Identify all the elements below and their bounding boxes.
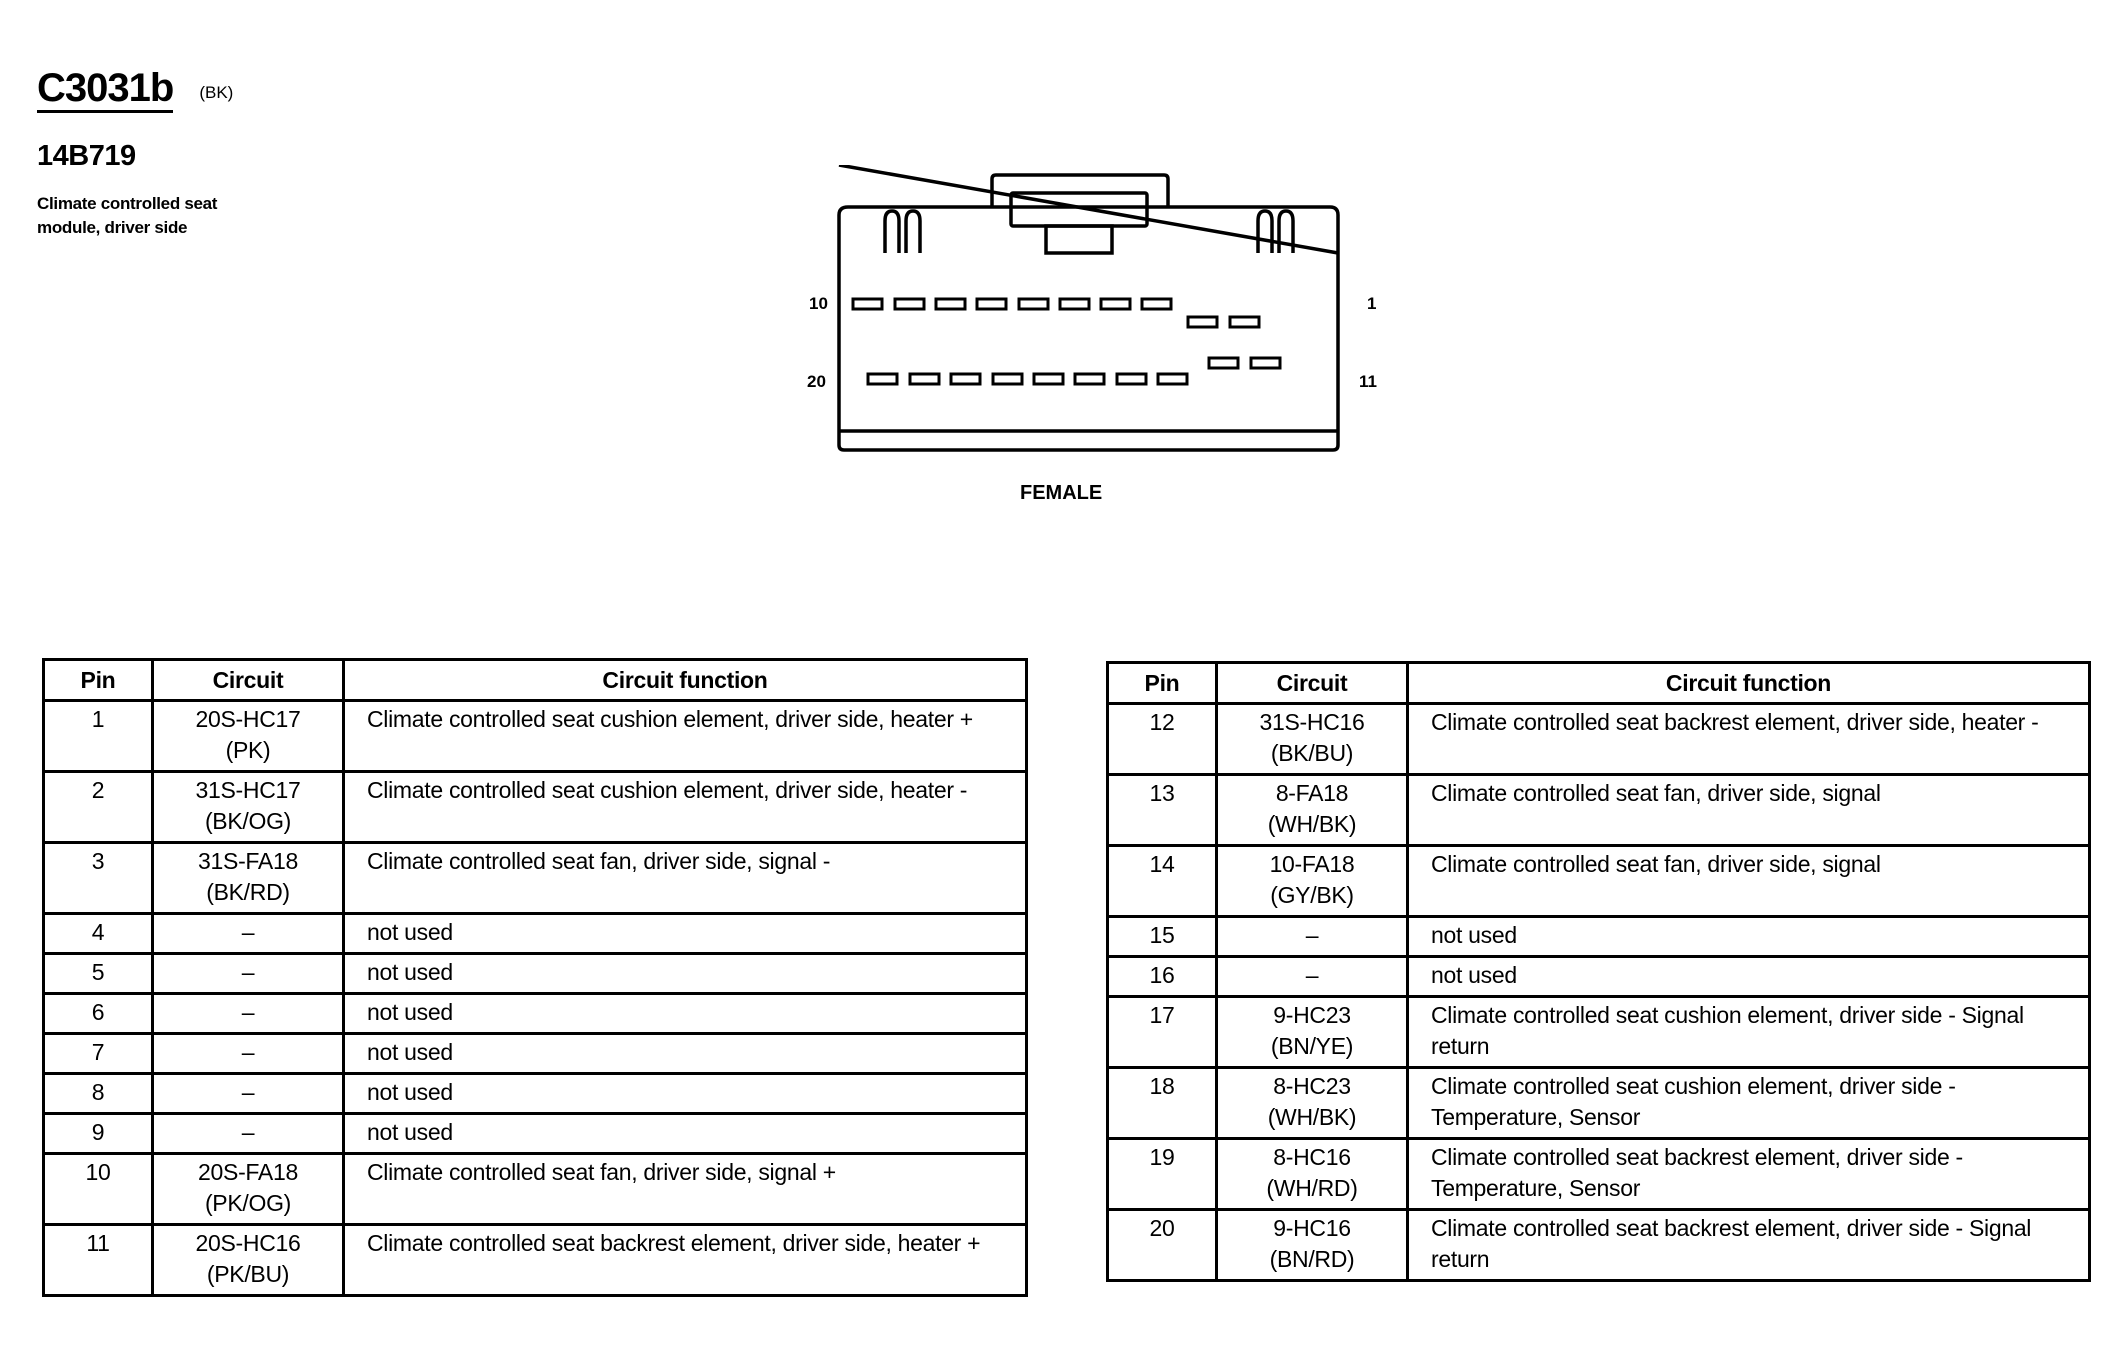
circuit-cell <box>153 914 344 954</box>
function-column-header: Circuit function <box>344 660 1027 701</box>
circuit-code: – <box>241 1119 255 1145</box>
circuit-function-cell: Climate controlled seat cushion element, driver side - Temperature, Sensor <box>1408 1068 2090 1139</box>
wire-color: (BK/OG) <box>204 808 292 834</box>
circuit-cell <box>153 843 344 914</box>
pin-number-cell: 4 <box>44 914 153 954</box>
circuit-function-cell: Climate controlled seat fan, driver side, signal + <box>344 1154 1027 1225</box>
circuit-code: – <box>241 999 255 1025</box>
circuit-cell <box>153 1114 344 1154</box>
table-row <box>44 994 1027 1034</box>
circuit-function-cell: not used <box>344 1074 1027 1114</box>
circuit-code: 10-FA18 <box>1269 851 1355 877</box>
wire-color: (BN/YE) <box>1270 1033 1354 1059</box>
pin-number-cell: 7 <box>44 1034 153 1074</box>
table-row <box>44 701 1027 772</box>
table-row <box>44 914 1027 954</box>
circuit-function-cell: Climate controlled seat cushion element, driver side, heater + <box>344 701 1027 772</box>
circuit-cell <box>1217 1068 1408 1139</box>
circuit-code: 20S-HC17 <box>195 706 301 732</box>
table-row <box>1108 704 2090 775</box>
connector-color: (BK) <box>199 83 234 102</box>
pinout-table-right <box>1106 661 2091 1282</box>
table-row <box>1108 957 2090 997</box>
circuit-function-cell: Climate controlled seat cushion element, driver side - Signal return <box>1408 997 2090 1068</box>
circuit-function-cell: Climate controlled seat fan, driver side, signal <box>1408 846 2090 917</box>
function-column-header: Circuit function <box>1408 663 2090 704</box>
table-header-row <box>44 660 1027 701</box>
circuit-column-header: Circuit <box>153 660 344 701</box>
pin-number-cell: 13 <box>1108 775 1217 846</box>
pin-number-cell: 16 <box>1108 957 1217 997</box>
table-row <box>44 1034 1027 1074</box>
wire-color: (BK/BU) <box>1270 740 1354 766</box>
wire-color: (GY/BK) <box>1270 882 1354 908</box>
circuit-cell <box>1217 917 1408 957</box>
pin-number-cell: 11 <box>44 1225 153 1296</box>
wire-color: (BN/RD) <box>1269 1246 1355 1272</box>
circuit-code: 31S-HC16 <box>1259 709 1365 735</box>
circuit-function-cell: not used <box>344 994 1027 1034</box>
circuit-cell <box>153 954 344 994</box>
pin-label-1: 1 <box>1367 294 1377 313</box>
pin-column-header: Pin <box>1108 663 1217 704</box>
circuit-code: 20S-FA18 <box>198 1159 298 1185</box>
circuit-code: – <box>1305 922 1319 948</box>
circuit-code: 31S-FA18 <box>198 848 298 874</box>
circuit-cell <box>153 1225 344 1296</box>
circuit-code: 9-HC16 <box>1273 1215 1351 1241</box>
title-row <box>37 68 233 113</box>
table-row <box>1108 1139 2090 1210</box>
circuit-code: – <box>241 1079 255 1105</box>
circuit-code: – <box>241 1039 255 1065</box>
circuit-cell <box>153 701 344 772</box>
circuit-cell <box>153 1034 344 1074</box>
circuit-code: – <box>1305 962 1319 988</box>
pin-number-cell: 10 <box>44 1154 153 1225</box>
circuit-cell <box>1217 846 1408 917</box>
pin-number-cell: 14 <box>1108 846 1217 917</box>
pin-number-cell: 18 <box>1108 1068 1217 1139</box>
table-row <box>44 1114 1027 1154</box>
pin-number-cell: 8 <box>44 1074 153 1114</box>
table-row <box>44 954 1027 994</box>
wire-color: (PK/BU) <box>206 1261 290 1287</box>
circuit-cell <box>153 1154 344 1225</box>
circuit-cell <box>153 994 344 1034</box>
pin-label-11: 11 <box>1359 372 1377 391</box>
circuit-function-cell: Climate controlled seat cushion element, driver side, heater - <box>344 772 1027 843</box>
circuit-function-cell: not used <box>344 1034 1027 1074</box>
part-number: 14B719 <box>37 140 136 172</box>
circuit-code: – <box>241 959 255 985</box>
wire-color: (BK/RD) <box>206 879 290 905</box>
circuit-cell <box>1217 704 1408 775</box>
circuit-function-cell: not used <box>344 954 1027 994</box>
table-row <box>1108 997 2090 1068</box>
table-row <box>1108 1210 2090 1281</box>
connector-gender-label: FEMALE <box>1020 482 1103 504</box>
pin-number-cell: 15 <box>1108 917 1217 957</box>
circuit-code: 31S-HC17 <box>195 777 301 803</box>
circuit-column-header: Circuit <box>1217 663 1408 704</box>
circuit-code: 20S-HC16 <box>195 1230 301 1256</box>
circuit-cell <box>153 772 344 843</box>
circuit-cell <box>1217 957 1408 997</box>
pin-number-cell: 17 <box>1108 997 1217 1068</box>
circuit-code: 8-FA18 <box>1275 780 1349 806</box>
pin-number-cell: 3 <box>44 843 153 914</box>
wire-color: (WH/BK) <box>1267 1104 1357 1130</box>
pin-number-cell: 5 <box>44 954 153 994</box>
pin-number-cell: 2 <box>44 772 153 843</box>
circuit-function-cell: Climate controlled seat backrest element, driver side - Signal return <box>1408 1210 2090 1281</box>
pin-label-10: 10 <box>809 294 828 313</box>
table-row <box>1108 846 2090 917</box>
pin-number-cell: 12 <box>1108 704 1217 775</box>
circuit-code: 9-HC23 <box>1273 1002 1351 1028</box>
pin-number-cell: 9 <box>44 1114 153 1154</box>
table-row <box>1108 917 2090 957</box>
wire-color: (PK) <box>225 737 271 763</box>
circuit-cell <box>1217 1210 1408 1281</box>
pin-label-20: 20 <box>807 372 826 391</box>
wire-color: (WH/RD) <box>1266 1175 1358 1201</box>
table-header-row <box>1108 663 2090 704</box>
table-row <box>44 1225 1027 1296</box>
connector-description: Climate controlled seat module, driver side <box>37 194 218 237</box>
circuit-function-cell: not used <box>344 1114 1027 1154</box>
table-row <box>44 772 1027 843</box>
table-row <box>1108 1068 2090 1139</box>
wire-color: (WH/BK) <box>1267 811 1357 837</box>
connector-face-diagram <box>790 165 1380 465</box>
circuit-code: 8-HC16 <box>1273 1144 1351 1170</box>
connector-id: C3031b <box>37 68 173 113</box>
table-row <box>1108 775 2090 846</box>
circuit-function-cell: Climate controlled seat fan, driver side, signal <box>1408 775 2090 846</box>
pinout-table-left <box>42 658 1028 1297</box>
circuit-function-cell: Climate controlled seat backrest element, driver side, heater - <box>1408 704 2090 775</box>
circuit-function-cell: Climate controlled seat backrest element, driver side - Temperature, Sensor <box>1408 1139 2090 1210</box>
circuit-cell <box>1217 1139 1408 1210</box>
circuit-cell <box>1217 997 1408 1068</box>
pin-number-cell: 6 <box>44 994 153 1034</box>
circuit-function-cell: not used <box>1408 917 2090 957</box>
circuit-cell <box>153 1074 344 1114</box>
circuit-code: 8-HC23 <box>1273 1073 1351 1099</box>
table-row <box>44 843 1027 914</box>
circuit-function-cell: not used <box>344 914 1027 954</box>
circuit-cell <box>1217 775 1408 846</box>
wire-color: (PK/OG) <box>204 1190 292 1216</box>
pin-column-header: Pin <box>44 660 153 701</box>
circuit-function-cell: Climate controlled seat fan, driver side, signal - <box>344 843 1027 914</box>
pin-number-cell: 20 <box>1108 1210 1217 1281</box>
table-row <box>44 1154 1027 1225</box>
table-row <box>44 1074 1027 1114</box>
pin-number-cell: 1 <box>44 701 153 772</box>
circuit-code: – <box>241 919 255 945</box>
circuit-function-cell: Climate controlled seat backrest element, driver side, heater + <box>344 1225 1027 1296</box>
circuit-function-cell: not used <box>1408 957 2090 997</box>
pin-number-cell: 19 <box>1108 1139 1217 1210</box>
